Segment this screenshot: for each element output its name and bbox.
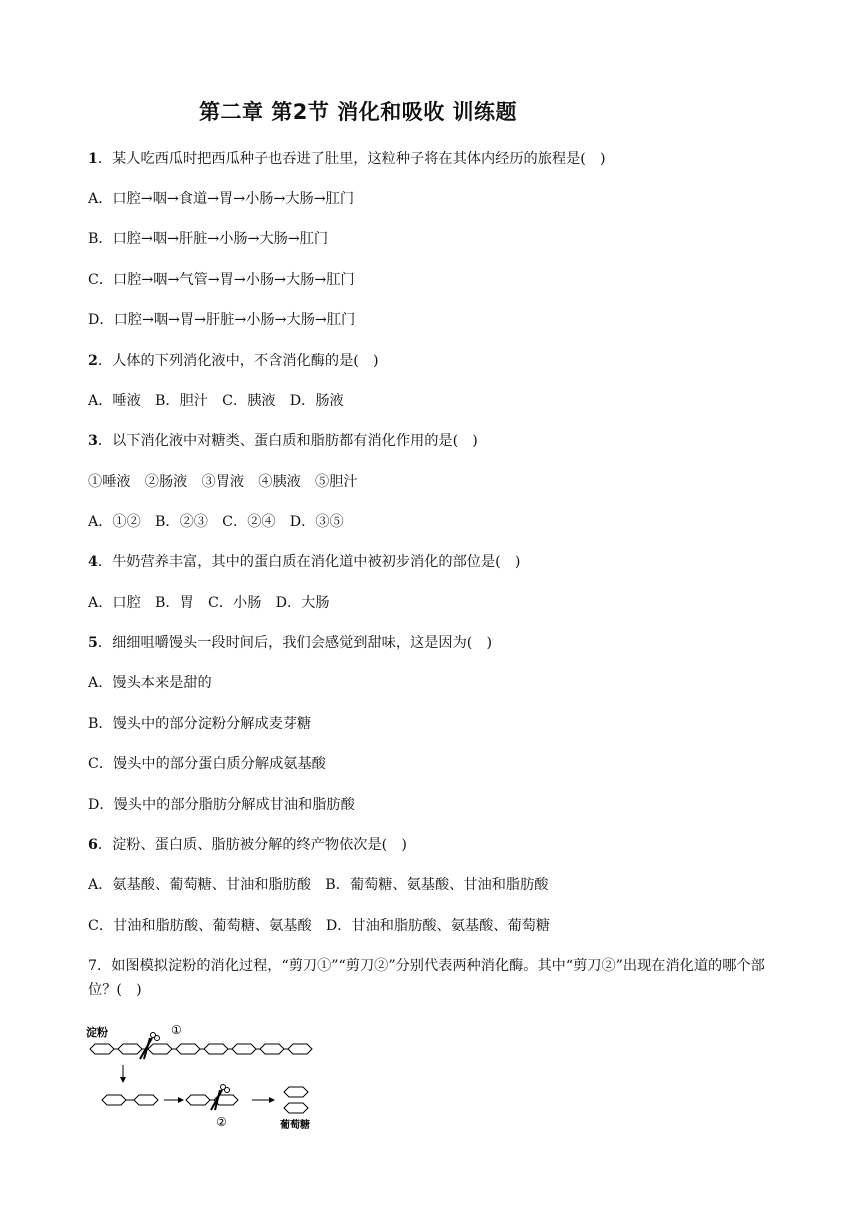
question-1-option-c: C．口腔→咽→气管→胃→小肠→大肠→肛门 [88,272,355,288]
enzyme-marker-1: ① [171,1023,182,1037]
glucose-units [284,1087,308,1113]
starch-chain [90,1044,312,1054]
question-7-stem [88,954,778,1002]
disaccharide [186,1095,238,1105]
question-1-option-d: D．口腔→咽→胃→肝脏→小肠→大肠→肛门 [88,312,356,328]
question-text: ．淀粉、蛋白质、脂肪被分解的终产物依次是( ) [97,837,407,853]
scissors-icon [211,1085,230,1111]
scissors-icon [140,1033,160,1060]
question-number: 5 [88,635,98,651]
question-text: ．细细咀嚼馒头一段时间后，我们会感觉到甜味，这是因为( ) [97,635,493,651]
question-4-options: A．口腔 B．胃 C．小肠 D．大肠 [88,595,330,611]
question-5-option-b: B．馒头中的部分淀粉分解成麦芽糖 [88,716,312,732]
starch-label: 淀粉 [86,1026,108,1039]
glucose-label: 葡萄糖 [280,1120,310,1131]
question-number: 3 [88,433,98,449]
question-text: ．人体的下列消化液中，不含消化酶的是( ) [97,353,379,369]
question-3-items: ①唾液 ②肠液 ③胃液 ④胰液 ⑤胆汁 [88,474,358,490]
question-5-option-d: D．馒头中的部分脂肪分解成甘油和脂肪酸 [88,797,355,813]
question-number: 2 [88,353,98,369]
question-1-stem [88,149,606,169]
question-3-options: A．①② B．②③ C．②④ D．③⑤ [88,514,344,530]
question-number: 6 [88,837,98,853]
question-2-options: A．唾液 B．胆汁 C．胰液 D．肠液 [88,393,344,409]
question-1-option-b: B．口腔→咽→肝脏→小肠→大肠→肛门 [88,231,329,247]
maltose-chain [102,1095,158,1105]
question-1-option-a: A．口腔→咽→食道→胃→小肠→大肠→肛门 [88,191,355,207]
question-number: 4 [88,554,98,570]
question-2-stem [88,351,379,371]
question-3-stem [88,431,478,451]
question-5-stem [88,633,492,653]
enzyme-marker-2: ② [216,1115,227,1129]
question-text: ．牛奶营养丰富，其中的蛋白质在消化道中被初步消化的部位是( ) [97,554,521,570]
question-number: 7 [88,958,98,974]
question-text: ．如图模拟淀粉的消化过程，“剪刀①”“剪刀②”分别代表两种消化酶。其中“剪刀②”出现在消化道的哪个部位？( ) [88,958,765,998]
question-text: ．某人吃西瓜时把西瓜种子也吞进了肚里，这粒种子将在其体内经历的旅程是( ) [97,151,606,167]
question-6-options-cd: C．甘油和脂肪酸、葡萄糖、氨基酸 D．甘油和脂肪酸、氨基酸、葡萄糖 [88,918,551,934]
question-6-options-ab: A．氨基酸、葡萄糖、甘油和脂肪酸 B．葡萄糖、氨基酸、甘油和脂肪酸 [88,877,549,893]
question-4-stem [88,552,520,572]
question-5-option-c: C．馒头中的部分蛋白质分解成氨基酸 [88,756,326,772]
question-text: ．以下消化液中对糖类、蛋白质和脂肪都有消化作用的是( ) [97,433,478,449]
question-5-option-a: A．馒头本来是甜的 [88,675,212,691]
starch-digestion-figure [80,1016,350,1136]
page-title: 第二章 第2节 消化和吸收 训练题 [198,100,518,124]
question-6-stem [88,835,407,855]
question-number: 1 [88,151,98,167]
